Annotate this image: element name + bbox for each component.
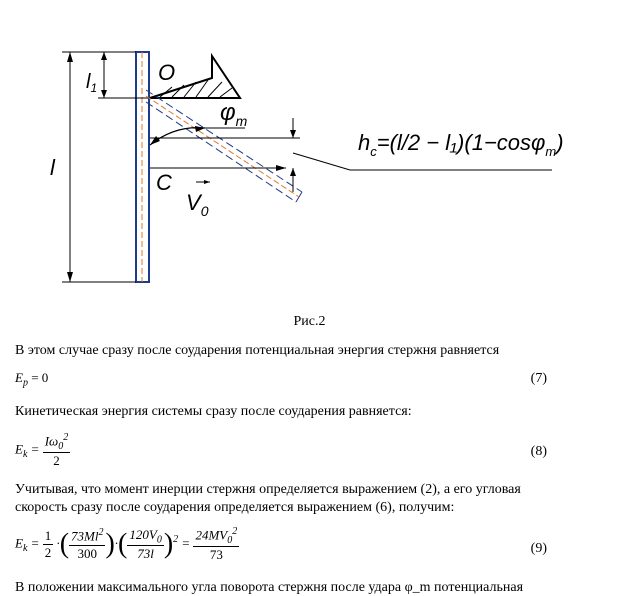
paragraph-3: Учитывая, что момент инерции стержня определяется выражением (2), а его угловая скорость сразу после соударения определяется выражением (6), получим: [15, 482, 521, 515]
equation-7: $E_p = 0$ [15, 370, 49, 389]
paragraph-2: Кинетическая энергия системы сразу после соударения равняется: [15, 404, 412, 419]
equation-8-number: (8) [530, 444, 547, 459]
label-phi-m: $\varphi_m$ [220, 99, 248, 129]
label-l1: $l_1$ [86, 71, 98, 95]
label-O: O [158, 60, 176, 85]
label-V0: $V_0$ [186, 190, 209, 219]
paragraph-4: В положении максимального угла поворота стержня после удара φ_m потенциальная [15, 580, 524, 595]
equation-9: $E_k$ = $\frac{1}{2}$ ·( $\frac{73Ml^2}{300}$ )·( $\frac{120V_0}{73l}$ )$^2$ = $\frac{24MV_0^2}{73}$ [15, 526, 238, 562]
equation-7-number: (7) [530, 371, 547, 386]
figure-caption: Рис.2 [293, 314, 326, 329]
paragraph-1: В этом случае сразу после соударения потенциальная энергия стержня равняется [15, 343, 500, 358]
vertical-rod [136, 52, 149, 282]
label-C: C [156, 170, 172, 195]
equation-9-number: (9) [530, 541, 547, 556]
label-l: l [50, 155, 55, 180]
equation-8: $E_k$ = $\frac{I\omega_0^2}{2}$ [15, 432, 69, 468]
hc-formula: $h_c=(l/2 - l_1)(1-\cos\varphi_m)$ [358, 130, 564, 159]
